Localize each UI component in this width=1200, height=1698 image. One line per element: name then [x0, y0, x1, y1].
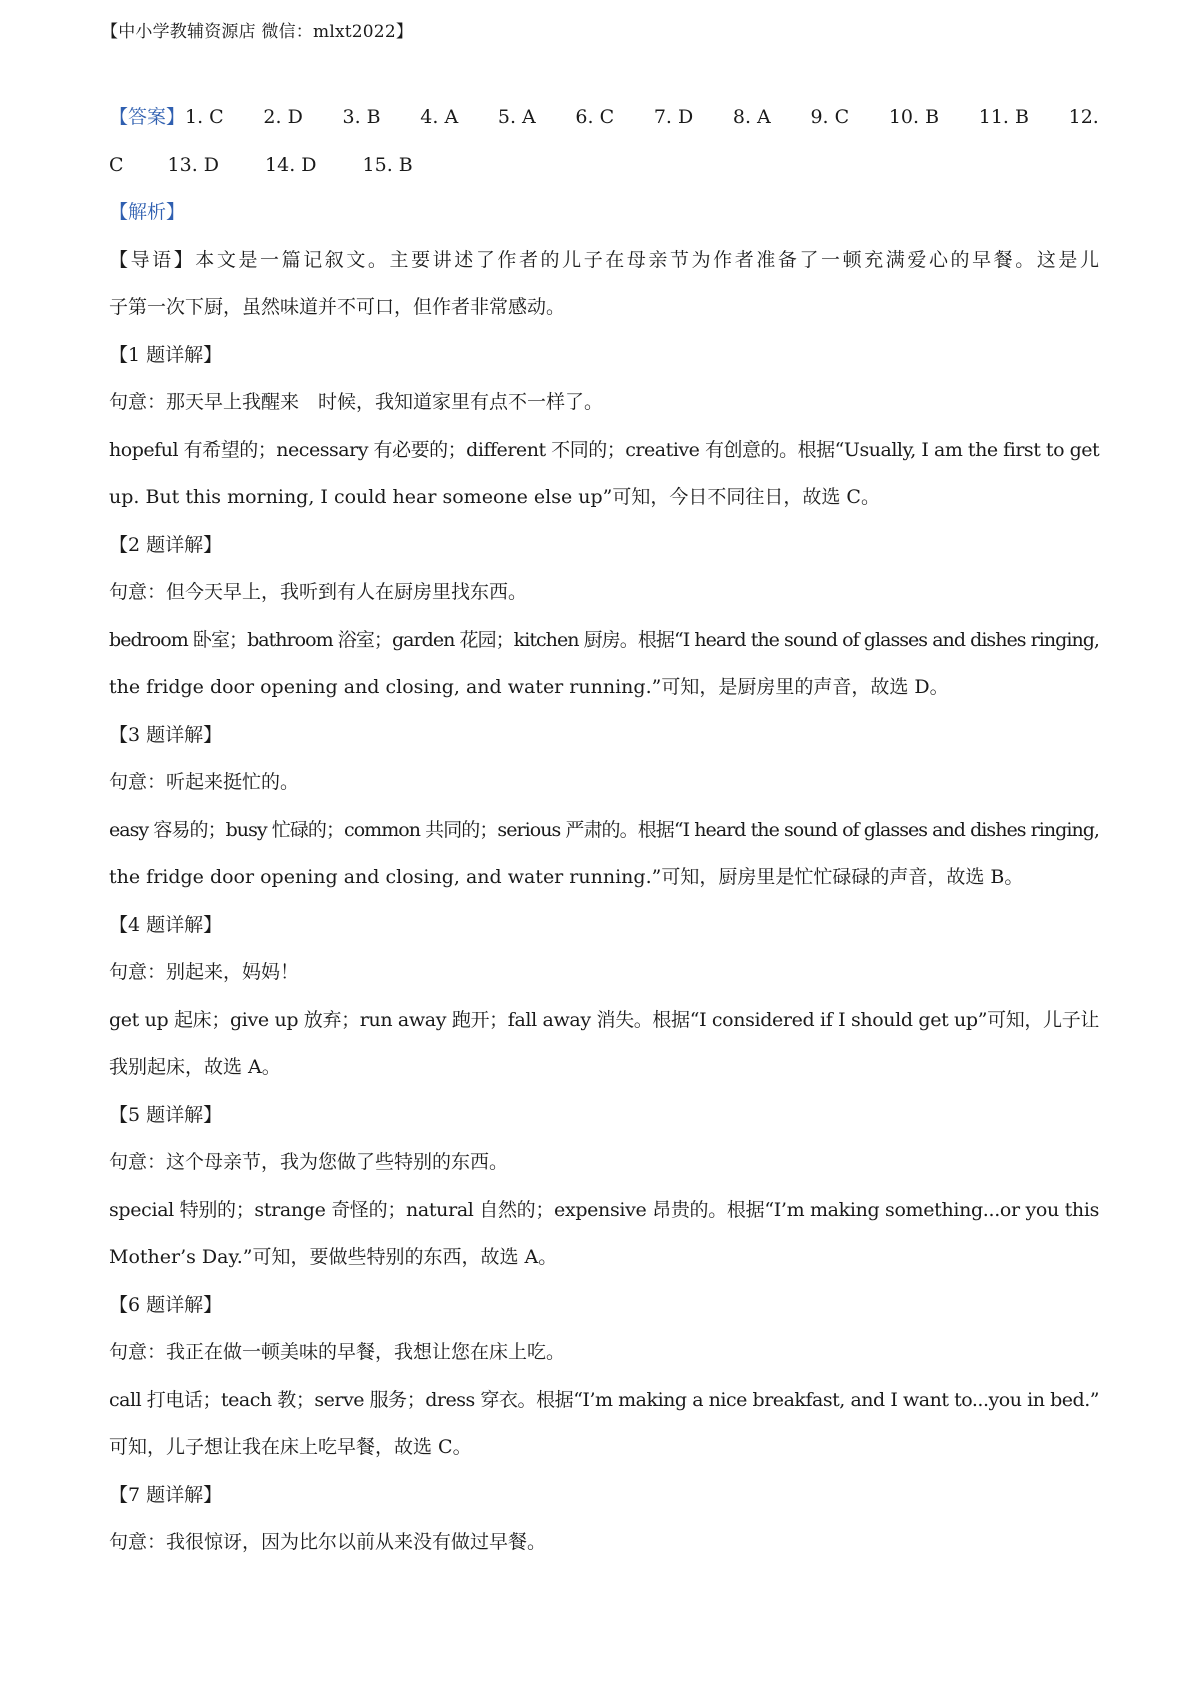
- item-meaning: 句意：别起来，妈妈！: [109, 961, 300, 983]
- item-meaning: 句意：我很惊讶，因为比尔以前从来没有做过早餐。: [109, 1531, 547, 1553]
- item-title: 【6 题详解】: [109, 1293, 223, 1316]
- answer-item: 8. A: [732, 106, 771, 128]
- item-meaning: 句意：我正在做一顿美味的早餐，我想让您在床上吃。: [109, 1341, 566, 1363]
- answers-row-1: [109, 94, 1099, 142]
- answer-item: 14. D: [265, 153, 317, 176]
- item-explanation: Mother’s Day.”可知，要做些特别的东西，故选 A。: [109, 1246, 558, 1268]
- answer-item: 11. B: [978, 106, 1029, 128]
- answer-item: 9. C: [810, 106, 850, 128]
- item-explanation: call 打电话；teach 教；serve 服务；dress 穿衣。根据“I’m making a nice breakfast, and I want to...you in bed.”: [109, 1388, 1099, 1411]
- answer-item: C: [109, 153, 124, 176]
- item-title: 【3 题详解】: [109, 723, 223, 746]
- item-explanation: 我别起床，故选 A。: [109, 1056, 281, 1078]
- answer-item: 6. C: [575, 106, 615, 128]
- item-explanation: the fridge door opening and closing, and water running.”可知，厨房里是忙忙碌碌的声音，故选 B。: [109, 866, 1024, 888]
- answers-label: 【答案】: [109, 106, 186, 128]
- answer-item: 1. C: [185, 106, 224, 128]
- item-title: 【1 题详解】: [109, 343, 223, 366]
- item-title: 【7 题详解】: [109, 1483, 223, 1506]
- item-title: 【5 题详解】: [109, 1103, 223, 1126]
- answer-item: 13. D: [167, 153, 220, 176]
- answer-item: 12.: [1068, 106, 1099, 128]
- item-title: 【4 题详解】: [109, 913, 223, 936]
- answers-row-2: [109, 142, 1099, 190]
- item-meaning: 句意：但今天早上，我听到有人在厨房里找东西。: [109, 581, 528, 603]
- item-explanation: easy 容易的；busy 忙碌的；common 共同的；serious 严肃的。根据“I heard the sound of glasses and dishes ringing,: [109, 818, 1099, 841]
- item-explanation: 可知，儿子想让我在床上吃早餐，故选 C。: [109, 1436, 472, 1458]
- item-explanation: bedroom 卧室；bathroom 浴室；garden 花园；kitchen 厨房。根据“I heard the sound of glasses and dishes ringing,: [109, 628, 1099, 651]
- item-explanation: hopeful 有希望的；necessary 有必要的；different 不同的；creative 有创意的。根据“Usually, I am the first to get: [109, 438, 1100, 461]
- item-meaning: 句意：那天早上我醒来 时候，我知道家里有点不一样了。: [109, 391, 604, 413]
- answer-item: 15. B: [362, 153, 413, 176]
- answer-item: 5. A: [497, 106, 536, 128]
- answer-item: 2. D: [263, 106, 303, 128]
- item-explanation: the fridge door opening and closing, and water running.”可知，是厨房里的声音，故选 D。: [109, 676, 949, 698]
- item-meaning: 句意：听起来挺忙的。: [109, 771, 300, 793]
- document-content: [109, 94, 1099, 1567]
- answer-item: 10. B: [888, 106, 940, 128]
- item-explanation: special 特别的；strange 奇怪的；natural 自然的；expensive 昂贵的。根据“I’m making something...or you this: [109, 1198, 1099, 1221]
- analysis-label: 【解析】: [109, 201, 186, 223]
- item-explanation: get up 起床；give up 放弃；run away 跑开；fall away 消失。根据“I considered if I should get up”可知，儿子让: [109, 1008, 1099, 1031]
- intro-line: 子第一次下厨，虽然味道并不可口，但作者非常感动。: [109, 296, 566, 318]
- intro-line: 【导语】本文是一篇记叙文。主要讲述了作者的儿子在母亲节为作者准备了一顿充满爱心的早餐。这是儿: [109, 248, 1099, 271]
- page-header: 【中小学教辅资源店 微信：mlxt2022】: [101, 22, 414, 42]
- answer-item: 3. B: [342, 106, 381, 128]
- answer-item: 4. A: [420, 106, 459, 128]
- answer-item: 7. D: [653, 106, 694, 128]
- item-explanation: up. But this morning, I could hear someone else up”可知，今日不同往日，故选 C。: [109, 486, 880, 508]
- item-title: 【2 题详解】: [109, 533, 223, 556]
- item-meaning: 句意：这个母亲节，我为您做了些特别的东西。: [109, 1151, 509, 1173]
